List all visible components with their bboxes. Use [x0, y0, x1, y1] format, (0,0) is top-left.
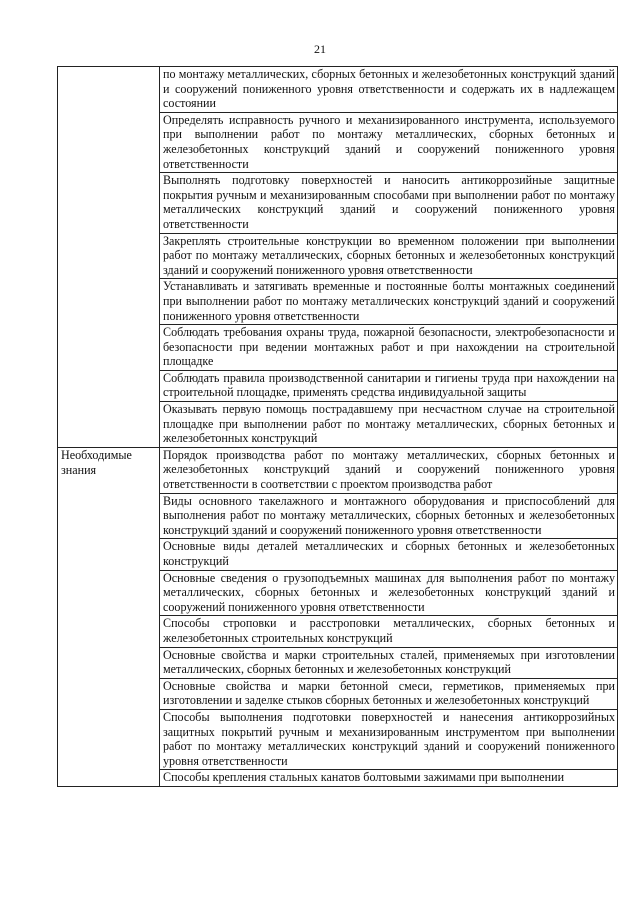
knowledge-text: Виды основного такелажного и монтажного оборудования и приспособлений для выполнения работ по монтажу металлических, сборных бетонных и железобетонных конструкций зданий и сооружений пониженного уровня ответственности [160, 493, 618, 539]
group-label-required-knowledge: Необходимые знания [61, 447, 132, 477]
table-row [58, 447, 618, 493]
knowledge-text: Порядок производства работ по монтажу металлических, сборных бетонных и железобетонных конструкций зданий и сооружений пониженного уровня ответственности в соответствии с проектом производства работ [160, 447, 618, 493]
knowledge-text: Основные сведения о грузоподъемных машинах для выполнения работ по монтажу металлических, сборных бетонных и железобетонных конструкций зданий и сооружений пониженного уровня ответственности [160, 570, 618, 616]
knowledge-text: Основные свойства и марки бетонной смеси, герметиков, применяемых при изготовлении и заделке стыков сборных бетонных и железобетонных конструкций [160, 678, 618, 709]
knowledge-text: Способы крепления стальных канатов болтовыми зажимами при выполнении [160, 770, 618, 787]
requirement-text: по монтажу металлических, сборных бетонных и железобетонных конструкций зданий и сооружений пониженного уровня ответственности и содержать их в надлежащем состоянии [160, 67, 618, 113]
requirement-text: Соблюдать требования охраны труда, пожарной безопасности, электробезопасности и безопасности при ведении монтажных работ и при нахождении на строительной площадке [160, 325, 618, 371]
page-number: 21 [314, 42, 326, 56]
group-label-cell [58, 447, 160, 786]
requirement-text: Устанавливать и затягивать временные и постоянные болты монтажных соединений при выполнении работ по монтажу металлических конструкций зданий и сооружений пониженного уровня ответственности [160, 279, 618, 325]
requirement-text: Оказывать первую помощь пострадавшему при несчастном случае на строительной площадке при выполнении работ по монтажу металлических, сборных бетонных и железобетонных конструкций [160, 402, 618, 448]
requirement-text: Определять исправность ручного и механизированного инструмента, используемого при выполнении работ по монтажу металлических, сборных бетонных и железобетонных конструкций зданий и сооружений пониженного уровня ответственности [160, 112, 618, 172]
knowledge-text: Способы выполнения подготовки поверхностей и нанесения антикоррозийных защитных покрытий ручным и механизированным инструментом при выполнении работ по монтажу металлических конструкций зданий и сооружений пониженного уровня ответственности [160, 709, 618, 769]
table-row [58, 67, 618, 113]
requirement-text: Соблюдать правила производственной санитарии и гигиены труда при нахождении на строительной площадке, применять средства индивидуальной защиты [160, 370, 618, 401]
knowledge-text: Основные свойства и марки строительных сталей, применяемых при изготовлении металлических, сборных бетонных и железобетонных конструкций [160, 647, 618, 678]
requirement-text: Выполнять подготовку поверхностей и наносить антикоррозийные защитные покрытия ручным и механизированным способами при выполнении работ по монтажу металлических конструкций зданий и сооружений пониженного уровня ответственности [160, 173, 618, 233]
knowledge-text: Основные виды деталей металлических и сборных бетонных и железобетонных конструкций [160, 539, 618, 570]
standard-table [57, 66, 618, 787]
requirement-text: Закреплять строительные конструкции во временном положении при выполнении работ по монтажу металлических, сборных бетонных и железобетонных конструкций зданий и сооружений пониженного уровня ответственности [160, 233, 618, 279]
knowledge-text: Способы строповки и расстроповки металлических, сборных бетонных и железобетонных строительных конструкций [160, 616, 618, 647]
group-label-cell [58, 67, 160, 448]
